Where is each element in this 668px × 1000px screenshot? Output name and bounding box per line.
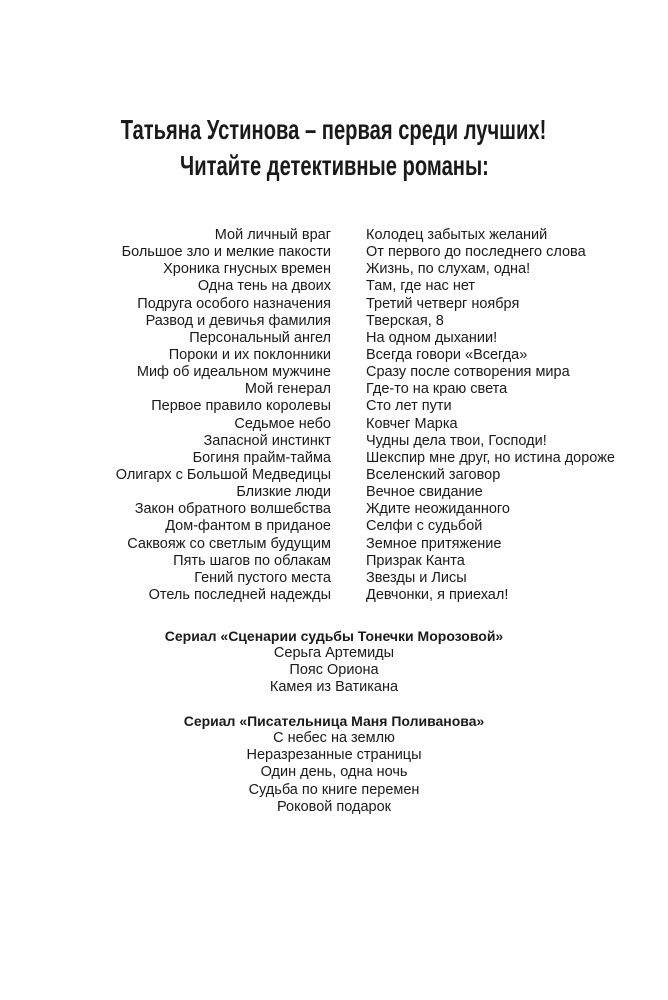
book-title: Ковчег Марка [366,415,458,432]
book-title: Один день, одна ночь [260,764,408,781]
book-title: Вселенский заговор [366,466,501,483]
book-title: Шекспир мне друг, но истина дороже [366,449,615,466]
page-heading-line1 [0,113,668,147]
book-title: Тверская, 8 [366,312,444,329]
book-title: Отель последней надежды [148,586,331,603]
book-title: Девчонки, я приехал! [366,586,509,603]
book-title: Мой генерал [244,381,331,398]
book-title: Пять шагов по облакам [173,552,331,569]
book-title: Гений пустого места [194,569,331,586]
series-title: Сериал «Сценарии судьбы Тонечки Морозовой» [164,628,504,644]
book-title: На одном дыхании! [366,329,498,346]
book-title: Мой личный враг [214,227,331,243]
book-title: Персональный ангел [189,329,331,346]
book-title: Серьга Артемиды [273,645,395,662]
book-title: Саквояж со светлым будущим [127,535,331,552]
book-title: Закон обратного волшебства [134,501,331,518]
book-title: С небес на землю [273,730,395,747]
page-heading-line2 [0,149,668,183]
book-title: Судьба по книге перемен [248,781,420,798]
book-title: Селфи с судьбой [366,518,483,535]
book-title: Чудны дела твои, Господи! [366,432,547,449]
book-title: Роковой подарок [277,798,391,815]
book-title: Вечное свидание [366,484,483,501]
book-title: Одна тень на двоих [197,278,331,295]
heading-text: Читайте детективные романы: [179,150,489,181]
book-title: Запасной инстинкт [203,432,331,449]
book-title: Земное притяжение [366,535,502,552]
book-title: Пояс Ориона [289,662,379,679]
book-title: Седьмое небо [234,415,331,432]
book-title: Пороки и их поклонники [168,346,331,363]
book-list-left [116,227,331,604]
book-title: Подруга особого назначения [137,295,331,312]
book-title: Где-то на краю света [366,381,508,398]
book-title: Жизнь, по слухам, одна! [366,261,531,278]
book-title: Сразу после сотворения мира [366,364,570,381]
book-title: Олигарх с Большой Медведицы [115,466,331,483]
book-list-right [366,227,615,604]
book-title: Всегда говори «Всегда» [366,346,528,363]
heading-text: Татьяна Устинова – первая среди лучших! [121,114,547,145]
book-title: Там, где нас нет [366,278,476,295]
book-title: Миф об идеальном мужчине [136,364,331,381]
series-block-manya [0,713,668,816]
book-title: Третий четверг ноября [366,295,520,312]
book-title: Камея из Ватикана [269,679,399,696]
book-title: Призрак Канта [366,552,465,569]
book-title: Хроника гнусных времен [163,261,331,278]
book-title: Сто лет пути [366,398,452,415]
book-title: Большое зло и мелкие пакости [121,244,331,261]
book-title: От первого до последнего слова [366,244,586,261]
book-title: Колодец забытых желаний [366,227,548,243]
series-block-tonechka [0,628,668,697]
book-title: Дом-фантом в приданое [165,518,331,535]
book-title: Богиня прайм-тайма [192,449,331,466]
book-title: Развод и девичья фамилия [145,312,331,329]
book-title: Неразрезанные страницы [246,747,422,764]
book-title: Ждите неожиданного [366,501,510,518]
series-title: Сериал «Писательница Маня Поливанова» [183,713,485,729]
book-title: Первое правило королевы [151,398,331,415]
book-title: Близкие люди [236,484,331,501]
book-title: Звезды и Лисы [366,569,467,586]
